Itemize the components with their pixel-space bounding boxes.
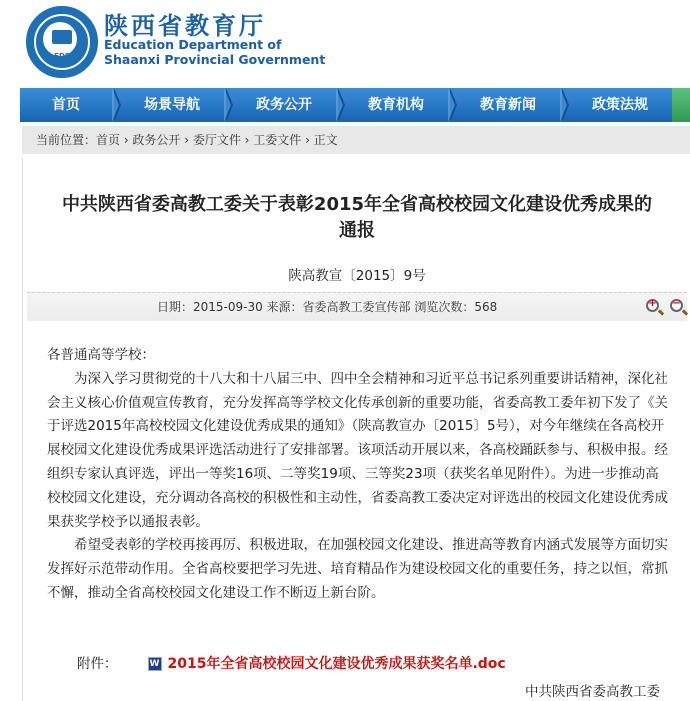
main-nav xyxy=(20,88,672,122)
nav-item-education-news[interactable]: 教育新闻 xyxy=(480,97,536,113)
paragraph: 为深入学习贯彻党的十八大和十八届三中、四中全会精神和习近平总书记系列重要讲话精神，深化社会主义核心价值观宣传教育，充分发挥高等学校文化传承创新的重要功能，省委高教工委年初下发了《关于评选2015年高校校园文化建设优秀成果的通知》（陕高教宣办〔2015〕5号），对今年继续在各高校开展校园文化建设优秀成果评选活动进行了安排部署。该项活动开展以来，各高校踊跃参与、积极申报。经组织专家认真评选，评出一等奖16项、二等奖19项、三等奖23项（获奖名单见附件）。为进一步推动高校校园文化建设，充分调动各高校的积极性和主动性，省委高教工委决定对评选出的校园文化建设优秀成果获奖学校予以通报表彰。 xyxy=(47,370,668,530)
nav-item-home[interactable]: 首页 xyxy=(52,97,80,113)
nav-overflow-tab[interactable] xyxy=(672,88,690,122)
article-meta: 日期：2015-09-30 来源：省委高教工委宣传部 浏览次数：568 xyxy=(157,300,498,314)
article-body xyxy=(47,344,669,606)
site-title-en-line2: Shaanxi Provincial Government xyxy=(104,52,326,67)
nav-item-policies[interactable]: 政策法规 xyxy=(592,97,648,113)
attachment-label: 附件： xyxy=(77,656,118,672)
article-container xyxy=(22,158,690,701)
article-meta-bar xyxy=(27,292,687,321)
attachment-link[interactable]: 2015年全省高校校园文化建设优秀成果获奖名单.doc xyxy=(167,656,506,672)
nav-item-scene-guide[interactable]: 场景导航 xyxy=(144,97,200,113)
article-title xyxy=(23,192,690,244)
zoom-in-icon[interactable] xyxy=(646,299,659,312)
word-document-icon: W xyxy=(148,657,162,671)
nav-item-government-affairs[interactable]: 政务公开 xyxy=(256,97,312,113)
zoom-out-symbol: − xyxy=(672,298,681,309)
site-title-cn[interactable]: 陕西省教育厅 xyxy=(104,12,266,40)
site-title-en-line1: Education Department of xyxy=(104,37,282,52)
book-icon xyxy=(52,30,72,44)
signature: 中共陕西省委高教工委 xyxy=(525,684,660,700)
zoom-out-icon[interactable] xyxy=(670,299,683,312)
nav-item-institutions[interactable]: 教育机构 xyxy=(368,97,424,113)
site-header xyxy=(0,0,690,88)
document-number: 陕高教宣〔2015〕9号 xyxy=(288,268,426,284)
site-emblem-icon[interactable] xyxy=(26,6,98,78)
emblem-label: EDS xyxy=(54,52,70,60)
attachment-row xyxy=(77,652,506,673)
breadcrumb[interactable]: 当前位置：首页 › 政务公开 › 委厅文件 › 工委文件 › 正文 xyxy=(22,126,690,154)
salutation: 各普通高等学校： xyxy=(47,347,155,363)
article-title-line2: 通报 xyxy=(339,220,375,241)
article-title-line1: 中共陕西省委高教工委关于表彰2015年全省高校校园文化建设优秀成果的 xyxy=(61,194,653,215)
paragraph: 希望受表彰的学校再接再厉、积极进取，在加强校园文化建设、推进高等教育内涵式发展等方面切实发挥好示范带动作用。全省高校要把学习先进、培育精品作为建设校园文化的重要任务，持之以恒，常抓不懈，推动全省高校校园文化建设工作不断迈上新台阶。 xyxy=(47,537,668,601)
zoom-in-symbol: + xyxy=(648,298,657,309)
